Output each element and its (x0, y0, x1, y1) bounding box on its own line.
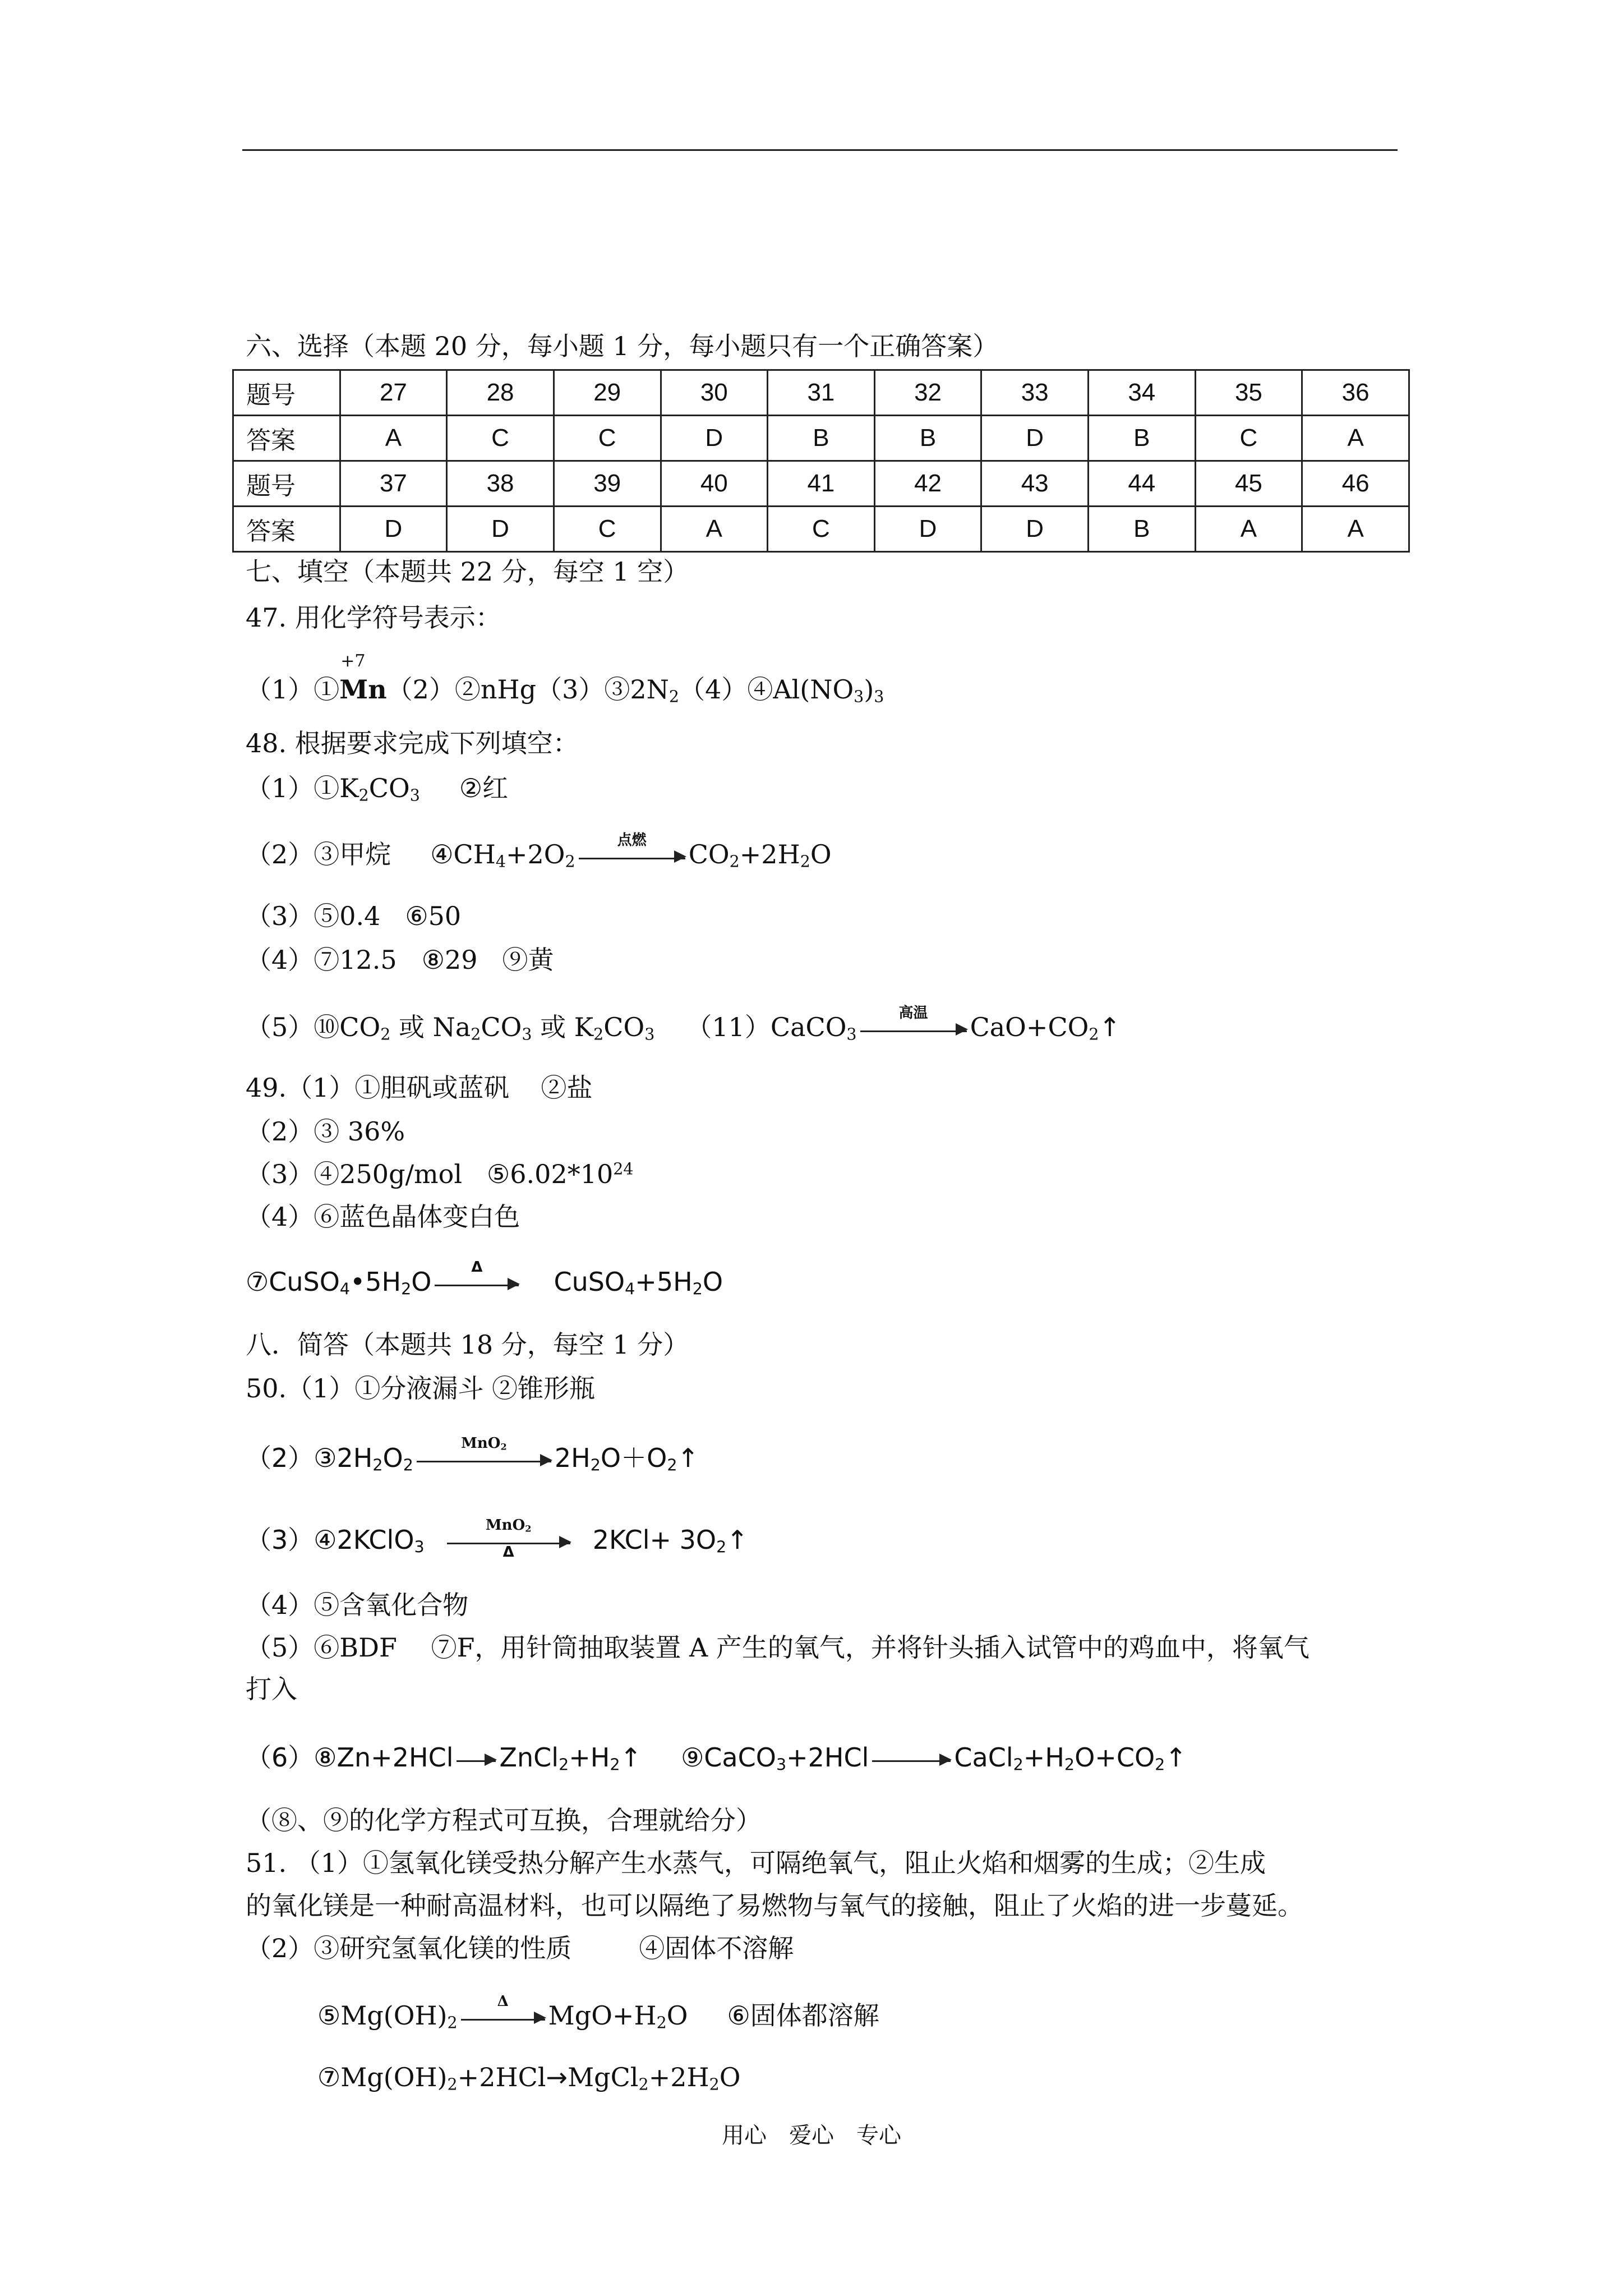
gas-arrow-icon: ↑ (726, 1525, 748, 1555)
answer-cell: C (554, 416, 661, 461)
subscript: 2 (471, 1025, 481, 1044)
question-number: 38 (447, 461, 554, 507)
catalyst-label (417, 1436, 551, 1451)
q50-line5-continued: 打入 (246, 1674, 297, 1704)
text: O＋O (600, 1443, 667, 1473)
text: CaCl (954, 1742, 1013, 1773)
q50-line4: （4）⑤含氧化合物 (246, 1590, 469, 1620)
subscript: 2 (1013, 1755, 1023, 1774)
answer-cell: B (874, 416, 981, 461)
answer-cell: C (1195, 416, 1302, 461)
table-row (233, 370, 1409, 416)
text: ②红 (459, 773, 509, 803)
text: （6）⑧Zn+2HCl (246, 1742, 454, 1773)
section8-title: 八．简答（本题共 18 分，每空 1 分） (246, 1329, 689, 1360)
question-number: 27 (340, 370, 447, 416)
subscript: 2 (403, 1456, 413, 1475)
superscript: 24 (613, 1159, 634, 1179)
reaction-condition: Δ (471, 1259, 483, 1276)
question-number: 45 (1195, 461, 1302, 507)
q49-line4: （4）⑥蓝色晶体变白色 (246, 1202, 520, 1232)
answer-cell: B (768, 416, 875, 461)
question-number: 37 (340, 461, 447, 507)
text: O (719, 2062, 741, 2092)
question-number: 40 (661, 461, 768, 507)
text: ⑨CaCO (681, 1742, 776, 1773)
text: ) (864, 674, 874, 705)
subscript: 3 (522, 1025, 532, 1044)
gas-arrow-icon: ↑ (1165, 1742, 1187, 1773)
table-row (233, 416, 1409, 461)
subscript: 2 (638, 2075, 649, 2094)
valence-label: +7 (340, 651, 366, 671)
subscript: 2 (358, 786, 369, 805)
question-number: 29 (554, 370, 661, 416)
question-number: 36 (1302, 370, 1409, 416)
q51-line4 (317, 1993, 879, 2032)
arrow-icon: → (546, 2062, 568, 2092)
text: （3）⑤0.4 (246, 901, 381, 931)
text: （2）②nHg（3）③2N (386, 674, 669, 705)
text: ④固体不溶解 (639, 1933, 794, 1963)
text: ⑥固体都溶解 (727, 2000, 879, 2031)
subscript: 3 (409, 786, 420, 805)
subscript: 2 (447, 2013, 458, 2032)
row-label: 答案 (233, 507, 340, 552)
q49-line2: （2）③ 36% (246, 1116, 405, 1147)
catalyst-label (447, 1518, 570, 1533)
answer-cell: D (874, 507, 981, 552)
answer-cell: A (661, 507, 768, 552)
q48-line1 (246, 773, 509, 805)
text: +H (1023, 1742, 1064, 1773)
text: ⑥50 (405, 901, 462, 931)
subscript: 3 (414, 1538, 425, 1557)
heat-condition: Δ (502, 1544, 514, 1561)
reaction-arrow (872, 1757, 951, 1762)
text: 2H (554, 1443, 591, 1473)
text: 49.（1）①胆矾或蓝矾 (246, 1073, 510, 1103)
manganese-symbol (339, 651, 387, 705)
element-symbol: Mn (339, 674, 387, 705)
question-number: 43 (981, 461, 1089, 507)
text: ZnCl (499, 1742, 559, 1773)
question-number: 28 (447, 370, 554, 416)
subscript: 2 (372, 1456, 383, 1475)
reaction-arrow (435, 1259, 519, 1286)
q50-note: （⑧、⑨的化学方程式可互换，合理就给分） (246, 1805, 762, 1835)
text: O (382, 1443, 403, 1473)
reaction-arrow (447, 1517, 570, 1561)
text: +H (569, 1742, 610, 1773)
q50-line6 (246, 1742, 1187, 1774)
text: 2KCl+ 3O (592, 1525, 717, 1555)
q48-line5 (246, 1004, 1121, 1044)
subscript: 2 (610, 1755, 620, 1774)
row-label: 题号 (233, 370, 340, 416)
text: MgCl (568, 2062, 639, 2092)
text: 或 K (532, 1012, 594, 1042)
text: CaO+CO (970, 1012, 1089, 1042)
gas-arrow-icon: ↑ (1099, 1012, 1121, 1042)
text: （1）①K (246, 773, 359, 803)
gas-arrow-icon: ↑ (620, 1742, 642, 1773)
subscript: 2 (380, 1025, 391, 1044)
q49-line5 (246, 1259, 723, 1299)
subscript: 2 (500, 1441, 507, 1452)
subscript: 2 (656, 2013, 667, 2032)
text: ⑤6.02*10 (487, 1159, 614, 1189)
subscript: 2 (559, 1755, 569, 1774)
text: O (810, 839, 832, 869)
subscript: 2 (716, 1538, 727, 1557)
text: +2HCl (457, 2062, 546, 2092)
text: ⑤Mg(OH) (317, 2000, 448, 2031)
q50-line2 (246, 1435, 699, 1475)
question-number: 46 (1302, 461, 1409, 507)
text: （2）③甲烷 (246, 839, 391, 869)
text: ⑨黄 (502, 945, 554, 975)
text: （4）⑦12.5 (246, 945, 397, 975)
text: （11）CaCO (686, 1012, 847, 1042)
text: （1）① (246, 674, 340, 705)
text: （2）③研究氢氧化镁的性质 (246, 1933, 572, 1963)
q47-answer (246, 651, 884, 706)
answer-cell: A (1195, 507, 1302, 552)
subscript: 2 (668, 687, 680, 706)
text: （4）④Al(NO (679, 674, 854, 705)
question-number: 42 (874, 461, 981, 507)
q48-line4 (246, 947, 554, 973)
q48-line2 (246, 831, 832, 871)
answer-table (232, 369, 1410, 553)
q49-line1 (246, 1075, 592, 1101)
reaction-condition: Δ (497, 1993, 509, 2010)
table-row (233, 461, 1409, 507)
text: O (702, 1267, 723, 1297)
answer-cell: D (981, 507, 1089, 552)
subscript: 2 (692, 1280, 703, 1299)
text: ⑦Mg(OH) (317, 2062, 448, 2092)
subscript: 3 (776, 1755, 787, 1774)
reaction-arrow (457, 1757, 496, 1762)
text: 或 Na (390, 1012, 471, 1042)
subscript: 2 (1155, 1755, 1165, 1774)
text: （3）④2KClO (246, 1525, 414, 1555)
reaction-condition: 点燃 (617, 831, 647, 849)
text: ⑧29 (421, 945, 478, 975)
answer-cell: C (768, 507, 875, 552)
question-number: 39 (554, 461, 661, 507)
text: +2H (648, 2062, 709, 2092)
text: （3）④250g/mol (246, 1159, 463, 1189)
answer-cell: A (1302, 416, 1409, 461)
subscript: 2 (709, 2075, 720, 2094)
text: CuSO (554, 1267, 625, 1297)
text: MnO (461, 1435, 501, 1452)
q51-line1: 51. （1）①氢氧化镁受热分解产生水蒸气，可隔绝氧气，阻止火焰和烟雾的生成；②生成 (246, 1848, 1266, 1878)
table-row (233, 507, 1409, 552)
text: ④CH (430, 839, 496, 869)
q51-line3 (246, 1935, 794, 1961)
reaction-condition: 高温 (898, 1004, 928, 1022)
text: MnO (485, 1517, 525, 1534)
subscript: 2 (525, 1523, 532, 1534)
text: +2O (506, 839, 565, 869)
q48-title: 48. 根据要求完成下列填空： (246, 728, 579, 758)
section6-title: 六、选择（本题 20 分，每小题 1 分，每小题只有一个正确答案） (246, 331, 999, 361)
subscript: 4 (339, 1280, 351, 1299)
answer-cell: C (554, 507, 661, 552)
page-footer: 用心 爱心 专心 (722, 2123, 901, 2148)
question-number: 32 (874, 370, 981, 416)
subscript: 4 (625, 1280, 635, 1299)
row-label: 题号 (233, 461, 340, 507)
text: CO (688, 839, 730, 869)
gas-arrow-icon: ↑ (677, 1443, 699, 1473)
text: O (666, 2000, 688, 2031)
subscript: 3 (644, 1025, 655, 1044)
text: O+CO (1075, 1742, 1155, 1773)
subscript: 4 (495, 852, 506, 871)
text: MgO+H (548, 2000, 657, 2031)
text: （2）③2H (246, 1443, 373, 1473)
answer-cell: D (340, 507, 447, 552)
question-number: 30 (661, 370, 768, 416)
text: ②盐 (541, 1073, 593, 1103)
subscript: 2 (1089, 1025, 1099, 1044)
q49-line3 (246, 1161, 634, 1187)
q51-line5 (317, 2062, 741, 2094)
question-number: 44 (1089, 461, 1196, 507)
reaction-arrow (417, 1435, 551, 1462)
subscript: 3 (846, 1025, 857, 1044)
q48-line3 (246, 903, 461, 929)
text: CO (481, 1012, 522, 1042)
subscript: 2 (593, 1025, 604, 1044)
q50-line5: （5）⑥BDF ⑦F，用针筒抽取装置 A 产生的氧气，并将针头插入试管中的鸡血中，将氧气 (246, 1632, 1310, 1663)
subscript: 2 (729, 852, 740, 871)
reaction-arrow (461, 1993, 545, 2021)
text: •5H (350, 1267, 402, 1297)
answer-cell: A (1302, 507, 1409, 552)
question-number: 34 (1089, 370, 1196, 416)
subscript: 2 (401, 1280, 412, 1299)
subscript: 2 (800, 852, 810, 871)
q50-line1: 50.（1）①分液漏斗 ②锥形瓶 (246, 1373, 596, 1404)
q51-line2: 的氧化镁是一种耐高温材料，也可以隔绝了易燃物与氧气的接触，阻止了火焰的进一步蔓延。 (246, 1890, 1303, 1921)
text: +2HCl (786, 1742, 869, 1773)
text: ⑦CuSO (246, 1267, 340, 1297)
text: CO (368, 773, 410, 803)
text: （5）⑩CO (246, 1012, 381, 1042)
text: O (411, 1267, 432, 1297)
subscript: 2 (667, 1456, 677, 1475)
answer-cell: C (447, 416, 554, 461)
row-label: 答案 (233, 416, 340, 461)
text: +5H (635, 1267, 693, 1297)
question-number: 31 (768, 370, 875, 416)
subscript: 2 (590, 1456, 601, 1475)
subscript: 3 (874, 687, 884, 706)
header-rule (242, 149, 1398, 151)
q47-title: 47. 用化学符号表示： (246, 602, 501, 633)
reaction-arrow (860, 1004, 967, 1032)
answer-cell: B (1089, 416, 1196, 461)
answer-cell: A (340, 416, 447, 461)
answer-cell: D (661, 416, 768, 461)
subscript: 3 (854, 687, 864, 706)
answer-cell: D (981, 416, 1089, 461)
question-number: 33 (981, 370, 1089, 416)
answer-cell: B (1089, 507, 1196, 552)
subscript: 2 (1064, 1755, 1075, 1774)
question-number: 41 (768, 461, 875, 507)
question-number: 35 (1195, 370, 1302, 416)
section7-title: 七、填空（本题共 22 分，每空 1 空） (246, 556, 689, 587)
text: CO (603, 1012, 645, 1042)
q50-line3 (246, 1517, 748, 1561)
reaction-arrow (579, 831, 685, 859)
subscript: 2 (565, 852, 575, 871)
answer-cell: D (447, 507, 554, 552)
subscript: 2 (447, 2075, 458, 2094)
text: +2H (739, 839, 800, 869)
